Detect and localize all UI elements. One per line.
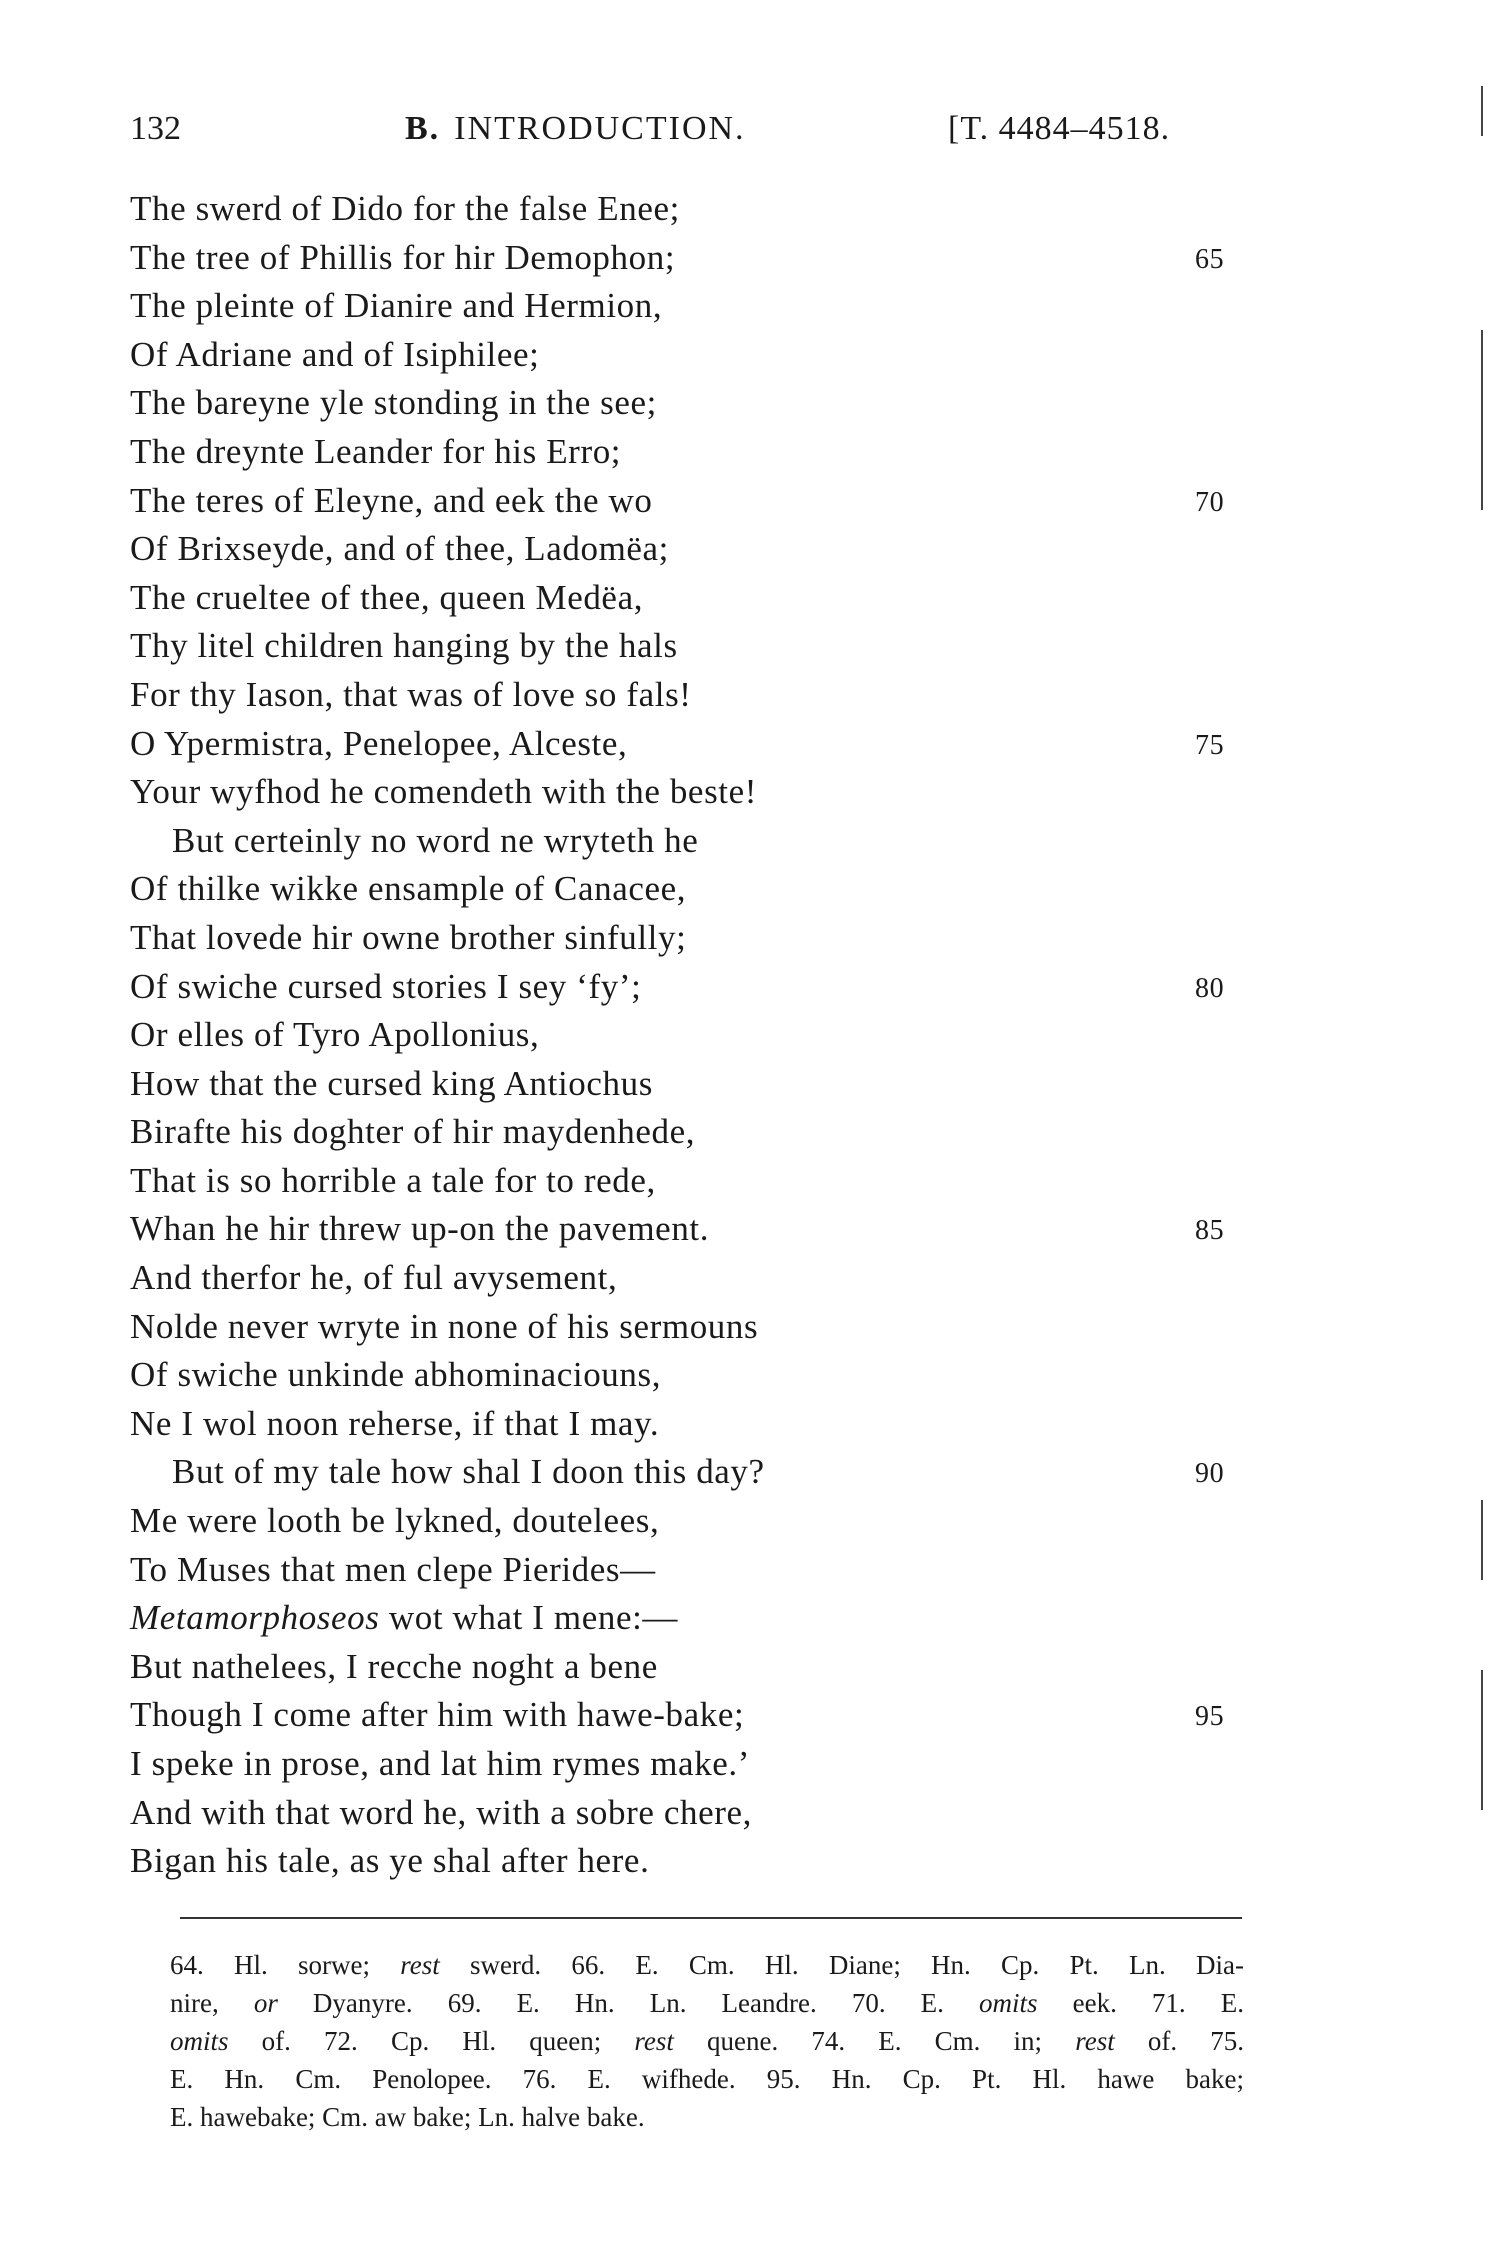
line-number: 85 — [1195, 1215, 1225, 1247]
footnote-line: E. Hn. Cm. Penolopee. 76. E. wifhede. 95. Hn. Cp. Pt. Hl. hawe bake; — [170, 2064, 1244, 2094]
verse-line-text: The bareyne yle stonding in the see; — [130, 383, 657, 423]
verse-line — [130, 574, 1250, 623]
verse-line-text: But nathelees, I recche noght a bene — [130, 1646, 658, 1686]
verse-line — [130, 1691, 1250, 1740]
line-number: 75 — [1195, 729, 1225, 761]
verse-line-text: O Ypermistra, Penelopee, Alceste, — [130, 723, 628, 763]
footnote-divider — [180, 1917, 1242, 1919]
verse-line — [130, 1789, 1250, 1838]
verse-line-text: Of swiche unkinde abhominaciouns, — [130, 1355, 662, 1395]
verse-line — [130, 282, 1250, 331]
verse-line — [130, 963, 1250, 1012]
line-reference: [T. 4484–4518. — [948, 110, 1171, 147]
verse-line-text: I speke in prose, and lat him rymes make.’ — [130, 1744, 751, 1783]
verse-line-text: Me were looth be lykned, doutelees, — [130, 1501, 660, 1541]
verse-line — [130, 1303, 1250, 1352]
page-edge-mark — [1481, 1670, 1483, 1810]
verse-line-text: And therfor he, of ful avysement, — [130, 1258, 618, 1298]
verse-line — [130, 817, 1250, 866]
verse-line-text: The swerd of Dido for the false Enee; — [130, 189, 680, 228]
line-number: 95 — [1195, 1701, 1225, 1733]
line-number: 70 — [1195, 486, 1225, 518]
page-edge-mark — [1481, 1500, 1483, 1580]
verse-line — [130, 1205, 1250, 1254]
verse-line — [130, 622, 1250, 671]
section-letter: B. — [405, 110, 441, 147]
verse-line-text: For thy Iason, that was of love so fals! — [130, 674, 692, 714]
line-number: 80 — [1195, 972, 1225, 1004]
verse-line — [130, 720, 1250, 769]
verse-line — [130, 379, 1250, 428]
verse-line-text: Whan he hir threw up-on the pavement. — [130, 1209, 710, 1249]
verse-line — [130, 428, 1250, 477]
verse-line — [130, 1643, 1250, 1692]
page-number: 132 — [130, 110, 181, 147]
line-number: 90 — [1195, 1458, 1225, 1490]
verse-line-text: But certeinly no word ne wryteth he — [172, 820, 699, 860]
verse-line-text: The tree of Phillis for hir Demophon; — [130, 237, 676, 277]
verse-line — [130, 1594, 1250, 1643]
verse-line-text: The crueltee of thee, queen Medëa, — [130, 577, 644, 617]
verse-line — [130, 234, 1250, 283]
verse-line — [130, 1400, 1250, 1449]
verse-line-text: Your wyfhod he comendeth with the beste! — [130, 772, 757, 812]
verse-line-text: Of Brixseyde, and of thee, Ladomëa; — [130, 529, 670, 569]
verse-line-text: Of swiche cursed stories I sey ‘fy’; — [130, 966, 642, 1006]
verse-line — [130, 1011, 1250, 1060]
verse-line — [130, 1740, 1250, 1789]
verse-line — [130, 331, 1250, 380]
verse-line-text: Birafte his doghter of hir maydenhede, — [130, 1112, 696, 1152]
footnote-line: 64. Hl. sorwe; rest swerd. 66. E. Cm. Hl. Diane; Hn. Cp. Pt. Ln. Dia- — [170, 1950, 1245, 1980]
verse-line-text: How that the cursed king Antiochus — [130, 1063, 653, 1103]
verse-line — [130, 1497, 1250, 1546]
verse-line — [130, 671, 1250, 720]
verse-line — [130, 1254, 1250, 1303]
verse-line-text: But of my tale how shal I doon this day? — [172, 1452, 765, 1492]
verse-line-text: Of thilke wikke ensample of Canacee, — [130, 869, 687, 909]
footnote-line: nire, or Dyanyre. 69. E. Hn. Ln. Leandre. 70. E. omits eek. 71. E. — [170, 1988, 1245, 2018]
verse-line-text: Bigan his tale, as ye shal after here. — [130, 1841, 650, 1881]
verse-line-text: Though I come after him with hawe-bake; — [130, 1695, 745, 1735]
verse-line-text: And with that word he, with a sobre chere, — [130, 1792, 752, 1832]
verse-line — [130, 1108, 1250, 1157]
verse-line — [130, 1351, 1250, 1400]
verse-line-text: Ne I wol noon reherse, if that I may. — [130, 1403, 660, 1443]
verse-line — [130, 865, 1250, 914]
page-edge-mark — [1481, 330, 1483, 510]
verse-line — [130, 1157, 1250, 1206]
verse-line — [130, 1837, 1250, 1886]
verse-line-text: Metamorphoseos wot what I mene:— — [130, 1598, 679, 1638]
verse-line-text: The pleinte of Dianire and Hermion, — [130, 286, 663, 326]
verse-line-text: To Muses that men clepe Pierides— — [130, 1549, 656, 1589]
section-title — [405, 110, 746, 148]
verse-line-text: Or elles of Tyro Apollonius, — [130, 1015, 540, 1055]
verse-line-text: That lovede hir owne brother sinfully; — [130, 917, 687, 957]
verse-line — [130, 525, 1250, 574]
verse-line — [130, 1546, 1250, 1595]
verse-line-text: The dreynte Leander for his Erro; — [130, 431, 622, 471]
section-title-text: INTRODUCTION. — [454, 110, 746, 147]
verse-line-text: Nolde never wryte in none of his sermouns — [130, 1306, 759, 1346]
footnote-line: omits of. 72. Cp. Hl. queen; rest quene. 74. E. Cm. in; rest of. 75. — [170, 2026, 1244, 2056]
verse-line — [130, 1060, 1250, 1109]
verse-line — [130, 185, 1250, 234]
footnotes — [170, 1946, 1244, 2136]
verse-line — [130, 768, 1250, 817]
running-header — [130, 100, 1230, 160]
verse-line-text: Thy litel children hanging by the hals — [130, 626, 678, 666]
verse-line-text: The teres of Eleyne, and eek the wo — [130, 480, 653, 520]
line-number: 65 — [1195, 243, 1225, 275]
verse-line — [130, 914, 1250, 963]
footnote-line: E. hawebake; Cm. aw bake; Ln. halve bake. — [170, 2102, 645, 2132]
verse-line — [130, 477, 1250, 526]
page-edge-mark — [1481, 86, 1483, 136]
verse-block — [130, 185, 1250, 1886]
verse-line-text: That is so horrible a tale for to rede, — [130, 1160, 656, 1200]
verse-line — [130, 1448, 1250, 1497]
verse-line-text: Of Adriane and of Isiphilee; — [130, 334, 540, 374]
